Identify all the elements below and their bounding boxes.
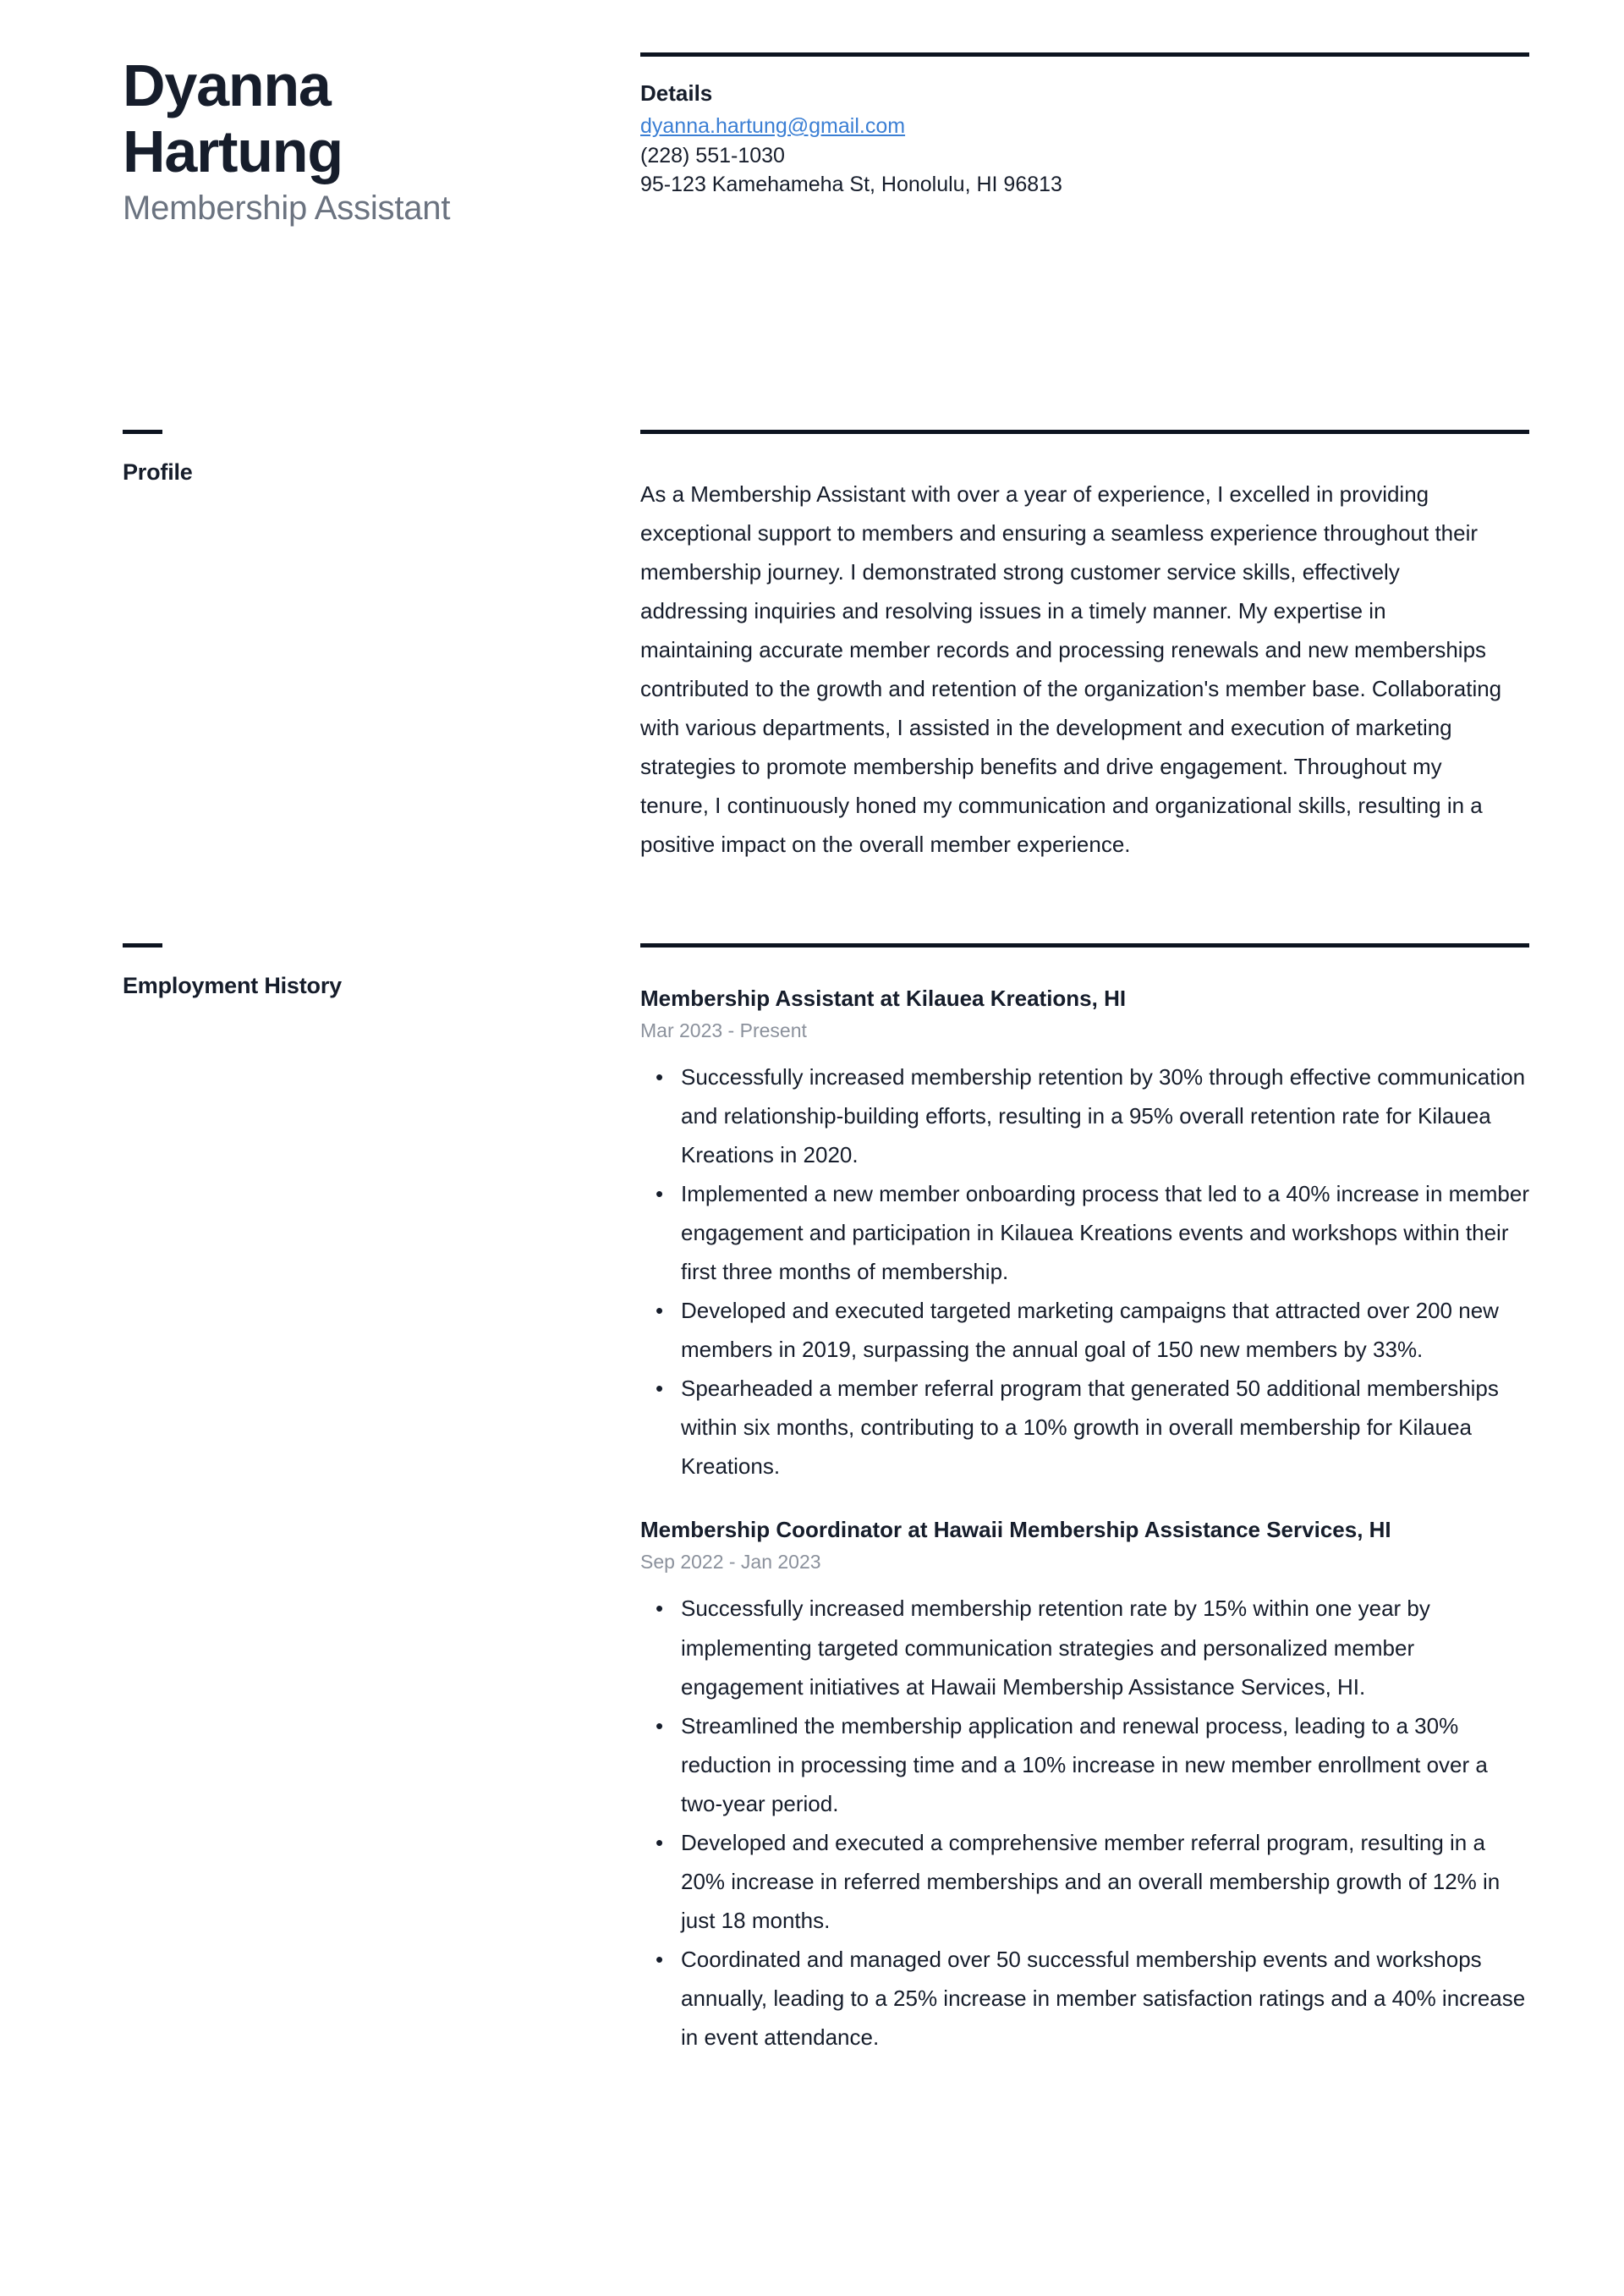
jobs-container [640,983,1529,2057]
job-bullet: • Coordinated and managed over 50 successful membership events and workshops annually, leading to a 25% increase in member satisfaction ratings and a 40% increase in event attendance. [681,1940,1529,2057]
job-bullet: • Successfully increased membership retention rate by 15% within one year by implementing targeted communication strategies and personalized member engagement initiatives at Hawaii Membership Assistance Services, HI. [681,1589,1529,1706]
job-bullet-list [640,1589,1529,2056]
job-bullet: • Developed and executed a comprehensive member referral program, resulting in a 20% increase in referred memberships and an overall membership growth of 12% in just 18 months. [681,1823,1529,1940]
profile-section [123,430,1624,864]
job-bullet: • Spearheaded a member referral program that generated 50 additional memberships within six months, contributing to a 10% growth in overall membership for Kilauea Kreations. [681,1369,1529,1486]
details-heading: Details [640,80,713,106]
profile-left-column [123,430,640,864]
details-column [640,52,1529,228]
profile-content-column [640,430,1529,864]
job-entry [640,983,1529,1486]
details-phone: (228) 551-1030 [640,143,785,168]
job-bullet: • Successfully increased membership retention by 30% through effective communication and relationship-building efforts, resulting in a 95% overall retention rate for Kilauea Kreations in 2020. [681,1057,1529,1174]
spacer-before-employment [0,864,1624,943]
details-email-line [640,112,1529,141]
employment-heading: Employment History [123,973,342,999]
email-link[interactable]: dyanna.hartung@gmail.com [640,114,906,138]
candidate-job-title: Membership Assistant [123,189,451,227]
job-bullet-list [640,1057,1529,1486]
header-left-column [123,52,640,228]
employment-section [123,943,1624,2068]
job-bullet: • Implemented a new member onboarding process that led to a 40% increase in member engagement and participation in Kilauea Kreations events and workshops within their first three months of membership. [681,1174,1529,1291]
profile-dash-marker [123,430,162,434]
spacer-after-details [0,228,1624,430]
job-title: Membership Coordinator at Hawaii Membership Assistance Services, HI [640,1517,1391,1543]
details-top-rule [640,52,1529,57]
job-dates: Mar 2023 - Present [640,1019,807,1042]
profile-heading: Profile [123,459,193,485]
header-section [123,0,1624,228]
employment-content-column [640,943,1529,2068]
job-bullet: • Developed and executed targeted marketing campaigns that attracted over 200 new members in 2019, surpassing the annual goal of 150 new members by 33%. [681,1291,1529,1369]
employment-dash-marker [123,943,162,948]
profile-text: As a Membership Assistant with over a year of experience, I excelled in providing exceptional support to members and ensuring a seamless experience throughout their membership journey. I demonstrated strong customer service skills, effectively addressing inquiries and resolving issues in a timely manner. My expertise in maintaining accurate member records and processing renewals and new memberships contributed to the growth and retention of the organization's member base. Collaborating with various departments, I assisted in the development and execution of marketing strategies to promote membership benefits and drive engagement. Throughout my tenure, I continuously honed my communication and organizational skills, resulting in a positive impact on the overall member experience. [640,481,1502,858]
candidate-name: Dyanna Hartung [123,52,343,185]
profile-top-rule [640,430,1529,434]
details-address: 95-123 Kamehameha St, Honolulu, HI 96813 [640,173,1062,196]
employment-top-rule [640,943,1529,948]
job-entry [640,1514,1529,2056]
job-title: Membership Assistant at Kilauea Kreations, HI [640,986,1127,1012]
name-block [123,52,478,228]
job-bullet: • Streamlined the membership application and renewal process, leading to a 30% reduction in processing time and a 10% increase in new member enrollment over a two-year period. [681,1706,1529,1823]
employment-left-column [123,943,640,2068]
job-dates: Sep 2022 - Jan 2023 [640,1551,821,1574]
